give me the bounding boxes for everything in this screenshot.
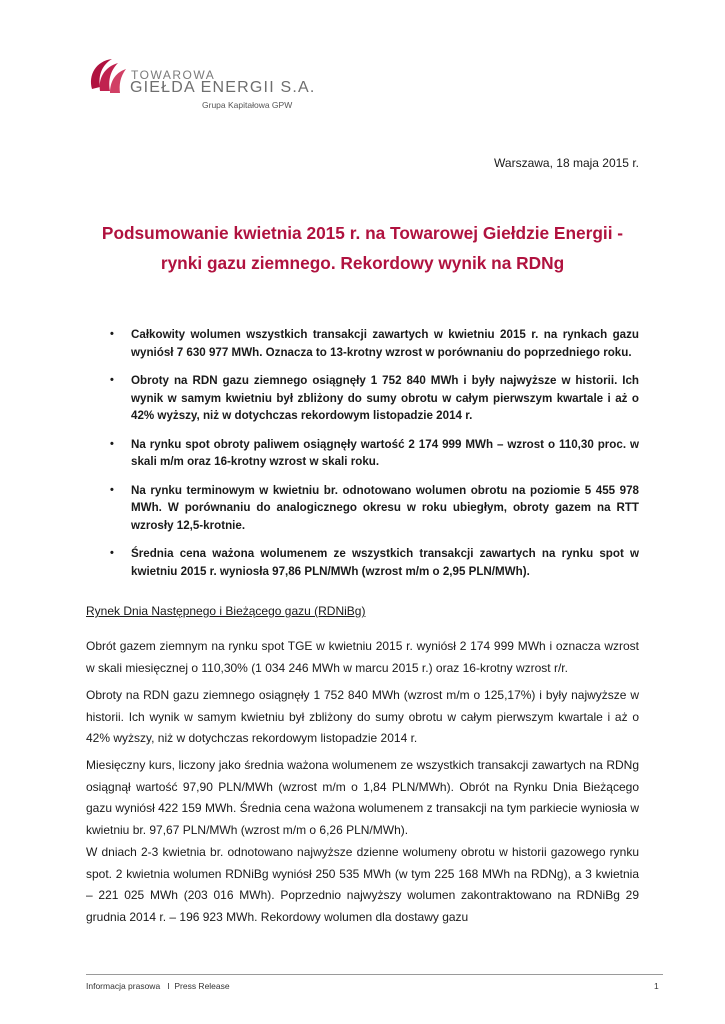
footer-divider <box>86 974 663 975</box>
press-date: Warszawa, 18 maja 2015 r. <box>494 156 639 170</box>
body-paragraph-3: Miesięczny kurs, liczony jako średnia ważona wolumenem ze wszystkich transakcji zawartych na RDNg osiągnął wartość 97,90 PLN/MWh (wzrost m/m o 1,84 PLN/MWh). Obrót na Rynku Dnia Bieżącego gazu wyniósł 422 159 MWh. Średnia cena ważona wolumenem z transakcji na tym parkiecie wyniosła w kwietniu br. 97,67 PLN/MWh (wzrost m/m o 6,26 PLN/MWh). <box>86 758 639 837</box>
list-item <box>86 436 639 471</box>
list-item <box>86 372 639 425</box>
list-item-text: Na rynku spot obroty paliwem osiągnęły wartość 2 174 999 MWh – wzrost o 110,30 proc. w skali m/m oraz 16-krotny wzrost w skali roku. <box>131 437 639 468</box>
body-paragraph-4: W dniach 2-3 kwietnia br. odnotowano najwyższe dzienne wolumeny obrotu w historii gazowego rynku spot. 2 kwietnia wolumen RDNiBg wyniósł 250 535 MWh (w tym 225 168 MWh na RDNg), a 3 kwietnia – 221 025 MWh (203 016 MWh). Poprzednio najwyższy wolumen zakontraktowano na RDNiBg 29 grudnia 2014 r. – 196 923 MWh. Rekordowy wolumen dla dostawy gazu <box>86 845 639 924</box>
bullet-icon: • <box>110 483 114 496</box>
section-heading: Rynek Dnia Następnego i Bieżącego gazu (RDNiBg) <box>86 604 366 618</box>
list-item-text: Średnia cena ważona wolumenem ze wszystkich transakcji zawartych na rynku spot w kwietniu 2015 r. wyniosła 97,86 PLN/MWh (wzrost m/m o 2,95 PLN/MWh). <box>131 547 639 578</box>
list-item <box>86 326 639 361</box>
company-logo <box>86 55 326 117</box>
list-item-text: Obroty na RDN gazu ziemnego osiągnęły 1 752 840 MWh i były najwyższe w historii. Ich wynik w samym kwietniu był zbliżony do sumy obrotu w całym pierwszym kwartale i aż o 42% wyższy, niż w dotychczas rekordowym listopadzie 2014 r. <box>131 374 639 422</box>
highlights-list <box>86 326 639 591</box>
list-item-text: Na rynku terminowym w kwietniu br. odnotowano wolumen obrotu na poziomie 5 455 978 MWh. W porównaniu do analogicznego okresu w roku ubiegłym, obroty gazem na RTT wzrosły 12,5-krotnie. <box>131 483 639 532</box>
footer-label: Informacja prasowa I Press Release <box>86 981 230 991</box>
logo-text-main: GIEŁDA ENERGII S.A. <box>130 79 316 96</box>
body-paragraph-1: Obrót gazem ziemnym na rynku spot TGE w kwietniu 2015 r. wyniósł 2 174 999 MWh i oznacza wzrost w skali miesięcznej o 110,30% (1 034 246 MWh w marcu 2015 r.) oraz 16-krotny wzrost r/r. <box>86 639 639 675</box>
page-number: 1 <box>654 981 659 991</box>
bullet-icon: • <box>110 374 114 386</box>
logo-tagline: Grupa Kapitałowa GPW <box>202 100 293 110</box>
list-item <box>86 545 639 580</box>
list-item <box>86 482 639 535</box>
logo-text-top: TOWAROWA <box>131 68 216 82</box>
body-paragraph-2: Obroty na RDN gazu ziemnego osiągnęły 1 752 840 MWh (wzrost m/m o 125,17%) i były najwyższe w historii. Ich wynik w samym kwietniu był zbliżony do sumy obrotu w całym pierwszym kwartale i aż o 42% wyższy, niż w dotychczas rekordowym listopadzie 2014 r. <box>86 688 639 745</box>
logo-mark-icon <box>86 55 130 99</box>
bullet-icon: • <box>110 328 114 340</box>
page-title <box>86 218 639 278</box>
title-line-1: Podsumowanie kwietnia 2015 r. na Towarowej Giełdzie Energii - <box>101 223 624 243</box>
bullet-icon: • <box>110 437 114 450</box>
list-item-text: Całkowity wolumen wszystkich transakcji zawartych w kwietniu 2015 r. na rynkach gazu wyniósł 7 630 977 MWh. Oznacza to 13-krotny wzrost w porównaniu do poprzedniego roku. <box>131 328 639 359</box>
title-line-2: rynki gazu ziemnego. Rekordowy wynik na RDNg <box>160 253 565 273</box>
bullet-icon: • <box>110 547 114 559</box>
